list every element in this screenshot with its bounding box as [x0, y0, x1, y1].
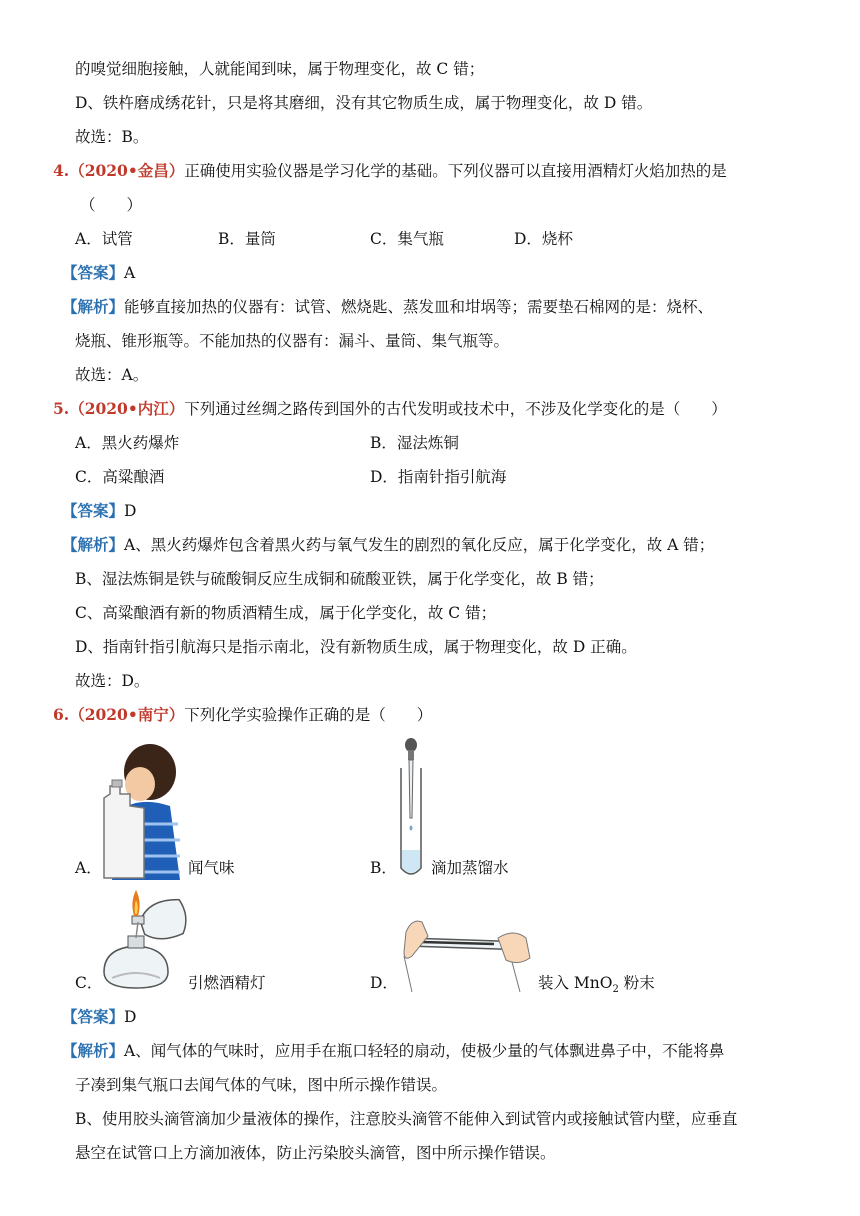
- q6-analysis-4: 悬空在试管口上方滴加液体，防止污染胶头滴管，图中所示操作错误。: [75, 1144, 556, 1162]
- q4-answer: A: [124, 264, 136, 282]
- q4-option-c: C．集气瓶: [370, 230, 444, 248]
- q5-number: 5.: [53, 399, 70, 418]
- q6-option-c-letter: C．: [75, 974, 103, 992]
- q6-analysis-line-1: [62, 1040, 724, 1062]
- q6-option-d-text-post: 粉末: [618, 974, 655, 992]
- q5-option-c: C．高粱酿酒: [75, 468, 165, 486]
- answer-tag: 【答案】: [62, 263, 125, 282]
- q4-number: 4.: [53, 161, 70, 180]
- q4-answer-line: [62, 262, 135, 284]
- alcohol-lamp-lighting-illustration: [96, 888, 192, 992]
- q4-source: （2020•金昌）: [69, 161, 185, 180]
- q6-option-a-text: 闻气味: [188, 859, 235, 877]
- q5-option-a: A．黑火药爆炸: [75, 434, 180, 452]
- q6-option-d-subscript: 2: [612, 984, 619, 996]
- q6-stem: 下列化学实验操作正确的是（ ）: [184, 706, 433, 724]
- q4-analysis-2: 烧瓶、锥形瓶等。不能加热的仪器有：漏斗、量筒、集气瓶等。: [75, 332, 510, 350]
- q6-stem-line: [53, 704, 432, 726]
- q4-analysis-line-1: [62, 296, 713, 318]
- q6-option-a-letter: A．: [75, 859, 102, 877]
- q5-analysis-line-a: [62, 534, 714, 556]
- analysis-tag: 【解析】: [62, 1041, 125, 1060]
- q6-option-d-text-pre: 装入 MnO: [538, 974, 613, 992]
- q6-option-c-text: 引燃酒精灯: [188, 974, 266, 992]
- q6-number: 6.: [53, 705, 70, 724]
- q5-analysis-b: B、湿法炼铜是铁与硫酸铜反应生成铜和硫酸亚铁，属于化学变化，故 B 错；: [75, 570, 604, 588]
- q6-analysis-3: B、使用胶头滴管滴加少量液体的操作，注意胶头滴管不能伸入到试管内或接触试管内壁，应垂直: [75, 1110, 738, 1128]
- q4-paren: （ ）: [80, 196, 143, 214]
- q5-analysis-d: D、指南针指引航海只是指示南北，没有新物质生成，属于物理变化，故 D 正确。: [75, 638, 637, 656]
- analysis-tag: 【解析】: [62, 535, 125, 554]
- q4-option-b: B．量筒: [218, 230, 276, 248]
- q6-option-b-letter: B．: [370, 859, 397, 877]
- q4-stem: 正确使用实验仪器是学习化学的基础。下列仪器可以直接用酒精灯火焰加热的是: [184, 162, 727, 180]
- answer-tag: 【答案】: [62, 501, 125, 520]
- q6-option-d-letter: D．: [370, 974, 398, 992]
- q5-stem-line: [53, 398, 727, 420]
- q3-analysis-d: D、铁杵磨成绣花针，只是将其磨细，没有其它物质生成，属于物理变化，故 D 错。: [75, 94, 653, 112]
- q5-stem: 下列通过丝绸之路传到国外的古代发明或技术中，不涉及化学变化的是（ ）: [184, 400, 727, 418]
- q4-option-a: A．试管: [75, 230, 133, 248]
- analysis-tag: 【解析】: [62, 297, 125, 316]
- q3-analysis-c-continued: 的嗅觉细胞接触，人就能闻到味，属于物理变化，故 C 错；: [75, 60, 485, 78]
- q6-answer: D: [124, 1008, 137, 1026]
- q4-analysis-1: 能够直接加热的仪器有：试管、燃烧匙、蒸发皿和坩埚等；需要垫石棉网的是：烧杯、: [124, 298, 714, 316]
- q6-analysis-1: A、闻气体的气味时，应用手在瓶口轻轻的扇动，使极少量的气体飘进鼻子中，不能将鼻: [124, 1042, 725, 1060]
- q5-option-b: B．湿法炼铜: [370, 434, 459, 452]
- q6-option-d-text: [538, 972, 655, 1001]
- adding-powder-test-tube-illustration: [402, 912, 534, 996]
- q4-selection: 故选：A。: [75, 366, 149, 384]
- smelling-gas-illustration: [100, 740, 182, 880]
- q5-analysis-c: C、高粱酿酒有新的物质酒精生成，属于化学变化，故 C 错；: [75, 604, 497, 622]
- q3-selection: 故选：B。: [75, 128, 149, 146]
- q6-analysis-2: 子凑到集气瓶口去闻气体的气味，图中所示操作错误。: [75, 1076, 448, 1094]
- q6-option-b-text: 滴加蒸馏水: [431, 859, 509, 877]
- q4-option-d: D．烧杯: [514, 230, 573, 248]
- q5-analysis-a: A、黑火药爆炸包含着黑火药与氧气发生的剧烈的氧化反应，属于化学变化，故 A 错；: [124, 536, 715, 554]
- q5-source: （2020•内江）: [69, 399, 185, 418]
- q5-answer-line: [62, 500, 136, 522]
- q6-answer-line: [62, 1006, 136, 1028]
- q5-selection: 故选：D。: [75, 672, 150, 690]
- answer-tag: 【答案】: [62, 1007, 125, 1026]
- q4-stem-line: [53, 160, 727, 182]
- q6-source: （2020•南宁）: [69, 705, 185, 724]
- q5-answer: D: [124, 502, 137, 520]
- q5-option-d: D．指南针指引航海: [370, 468, 507, 486]
- dropper-test-tube-illustration: [396, 738, 426, 880]
